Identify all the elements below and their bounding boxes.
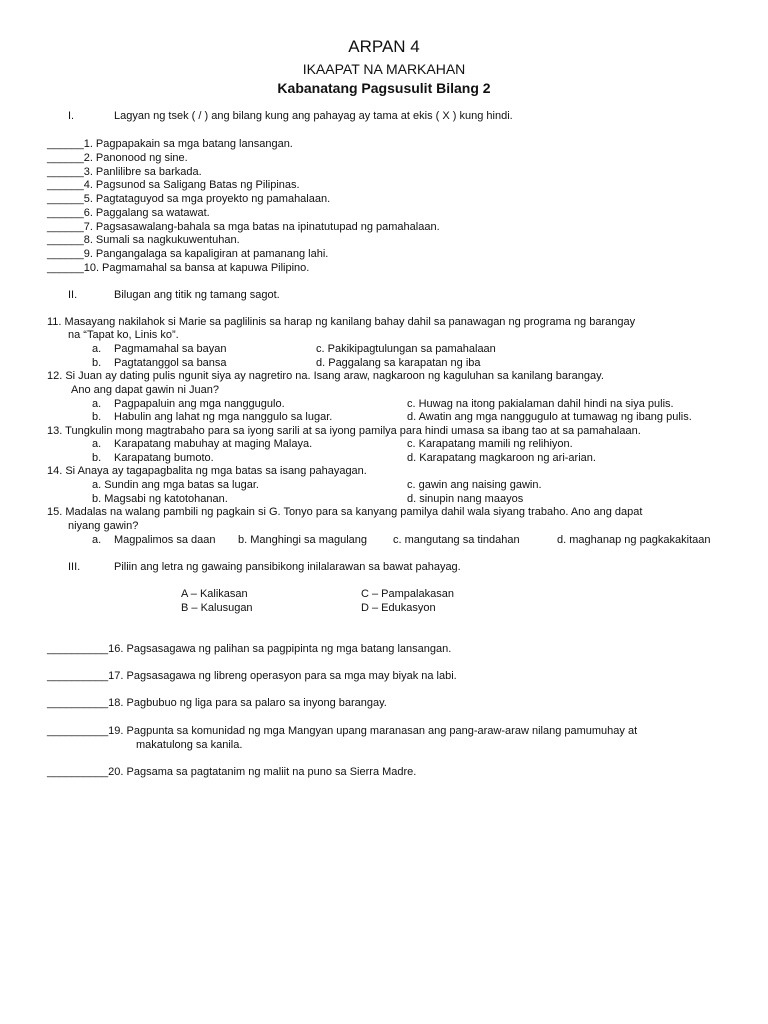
- list-item: ______8. Sumali sa nagkukuwentuhan.: [47, 234, 240, 246]
- question-15-text-cont: niyang gawin?: [68, 520, 139, 532]
- q15-choice-b: b. Manghingi sa magulang: [238, 534, 368, 546]
- section-1-number: I.: [68, 110, 75, 122]
- choice-key-b: B – Kalusugan: [181, 602, 253, 614]
- question-18: __________18. Pagbubuo ng liga para sa palaro sa inyong barangay.: [47, 697, 387, 709]
- q15-choice-a-letter: a.: [92, 534, 102, 546]
- q12-choice-b: Habulin ang lahat ng mga nanggulo sa lugar.: [114, 411, 333, 423]
- choice-key-a: A – Kalikasan: [181, 588, 248, 600]
- q11-choice-c: c. Pakikipagtulungan sa pamahalaan: [316, 343, 496, 355]
- q12-choice-c: c. Huwag na itong pakialaman dahil hindi na siya pulis.: [407, 398, 674, 410]
- q15-choice-c: c. mangutang sa tindahan: [393, 534, 520, 546]
- q14-choice-c: c. gawin ang naising gawin.: [407, 479, 542, 491]
- list-item: ______9. Pangangalaga sa kapaligiran at pamanang lahi.: [47, 248, 329, 260]
- list-item: ______6. Paggalang sa watawat.: [47, 207, 210, 219]
- q11-choice-b: Pagtatanggol sa bansa: [114, 357, 227, 369]
- question-14-text: 14. Si Anaya ay tagapagbalita ng mga batas sa isang pahayagan.: [47, 465, 367, 477]
- list-item: ______2. Panonood ng sine.: [47, 152, 188, 164]
- question-17: __________17. Pagsasagawa ng libreng operasyon para sa mga may biyak na labi.: [47, 670, 457, 682]
- q14-choice-b: b. Magsabi ng katotohanan.: [92, 493, 228, 505]
- q13-choice-b: Karapatang bumoto.: [114, 452, 214, 464]
- question-16: __________16. Pagsasagawa ng palihan sa pagpipinta ng mga batang lansangan.: [47, 643, 452, 655]
- q13-choice-d: d. Karapatang magkaroon ng ari-arian.: [407, 452, 596, 464]
- q11-choice-a-letter: a.: [92, 343, 102, 355]
- q11-choice-d: d. Paggalang sa karapatan ng iba: [316, 357, 481, 369]
- section-2-instruction: Bilugan ang titik ng tamang sagot.: [114, 289, 280, 301]
- section-1-instruction: Lagyan ng tsek ( / ) ang bilang kung ang pahayag ay tama at ekis ( X ) kung hindi.: [114, 110, 513, 122]
- quarter-subtitle: IKAAPAT NA MARKAHAN: [302, 61, 466, 77]
- list-item: ______1. Pagpapakain sa mga batang lansangan.: [47, 138, 293, 150]
- section-3-number: III.: [68, 561, 81, 573]
- q12-choice-b-letter: b.: [92, 411, 102, 423]
- q12-choice-a: Pagpapaluin ang mga nanggugulo.: [114, 398, 285, 410]
- test-name: Kabanatang Pagsusulit Bilang 2: [277, 80, 491, 96]
- q13-choice-a-letter: a.: [92, 438, 102, 450]
- choice-key-d: D – Edukasyon: [361, 602, 436, 614]
- list-item: ______5. Pagtataguyod sa mga proyekto ng pamahalaan.: [47, 193, 331, 205]
- question-12-text: 12. Si Juan ay dating pulis ngunit siya ay nagretiro na. Isang araw, nagkaroon ng kaguluhan sa kanilang barangay.: [47, 370, 604, 382]
- section-2-number: II.: [68, 289, 78, 301]
- worksheet-title: ARPAN 4: [348, 37, 420, 56]
- question-20: __________20. Pagsama sa pagtatanim ng maliit na puno sa Sierra Madre.: [47, 766, 417, 778]
- list-item: ______10. Pagmamahal sa bansa at kapuwa Pilipino.: [47, 262, 310, 274]
- q12-choice-d: d. Awatin ang mga nanggugulo at tumawag ng ibang pulis.: [407, 411, 692, 423]
- list-item: ______3. Panlilibre sa barkada.: [47, 166, 202, 178]
- question-19-cont: makatulong sa kanila.: [136, 739, 243, 751]
- question-12-text-cont: Ano ang dapat gawin ni Juan?: [71, 384, 220, 396]
- q13-choice-a: Karapatang mabuhay at maging Malaya.: [114, 438, 313, 450]
- question-19: __________19. Pagpunta sa komunidad ng mga Mangyan upang maranasan ang pang-araw-araw nilang pamumuhay at: [47, 725, 638, 737]
- q14-choice-a: a. Sundin ang mga batas sa lugar.: [92, 479, 259, 491]
- q11-choice-a: Pagmamahal sa bayan: [114, 343, 227, 355]
- q15-choice-a: Magpalimos sa daan: [114, 534, 216, 546]
- question-11-text: 11. Masayang nakilahok si Marie sa paglilinis sa harap ng kanilang bahay dahil sa panawagan ng programa ng barangay: [47, 316, 636, 328]
- q13-choice-c: c. Karapatang mamili ng relihiyon.: [407, 438, 573, 450]
- q14-choice-d: d. sinupin nang maayos: [407, 493, 524, 505]
- section-3-instruction: Piliin ang letra ng gawaing pansibikong inilalarawan sa bawat pahayag.: [114, 561, 461, 573]
- q13-choice-b-letter: b.: [92, 452, 102, 464]
- q15-choice-d: d. maghanap ng pagkakakitaan: [557, 534, 711, 546]
- list-item: ______7. Pagsasawalang-bahala sa mga batas na ipinatutupad ng pamahalaan.: [47, 221, 440, 233]
- question-15-text: 15. Madalas na walang pambili ng pagkain si G. Tonyo para sa kanyang pamilya dahil wala siyang trabaho. Ano ang dapat: [47, 506, 643, 518]
- q11-choice-b-letter: b.: [92, 357, 102, 369]
- question-11-text-cont: na “Tapat ko, Linis ko”.: [68, 329, 179, 341]
- q12-choice-a-letter: a.: [92, 398, 102, 410]
- question-13-text: 13. Tungkulin mong magtrabaho para sa iyong sarili at sa iyong pamilya para hindi umasa sa ibang tao at sa pamahalaan.: [47, 425, 641, 437]
- list-item: ______4. Pagsunod sa Saligang Batas ng Pilipinas.: [47, 179, 300, 191]
- choice-key-c: C – Pampalakasan: [361, 588, 454, 600]
